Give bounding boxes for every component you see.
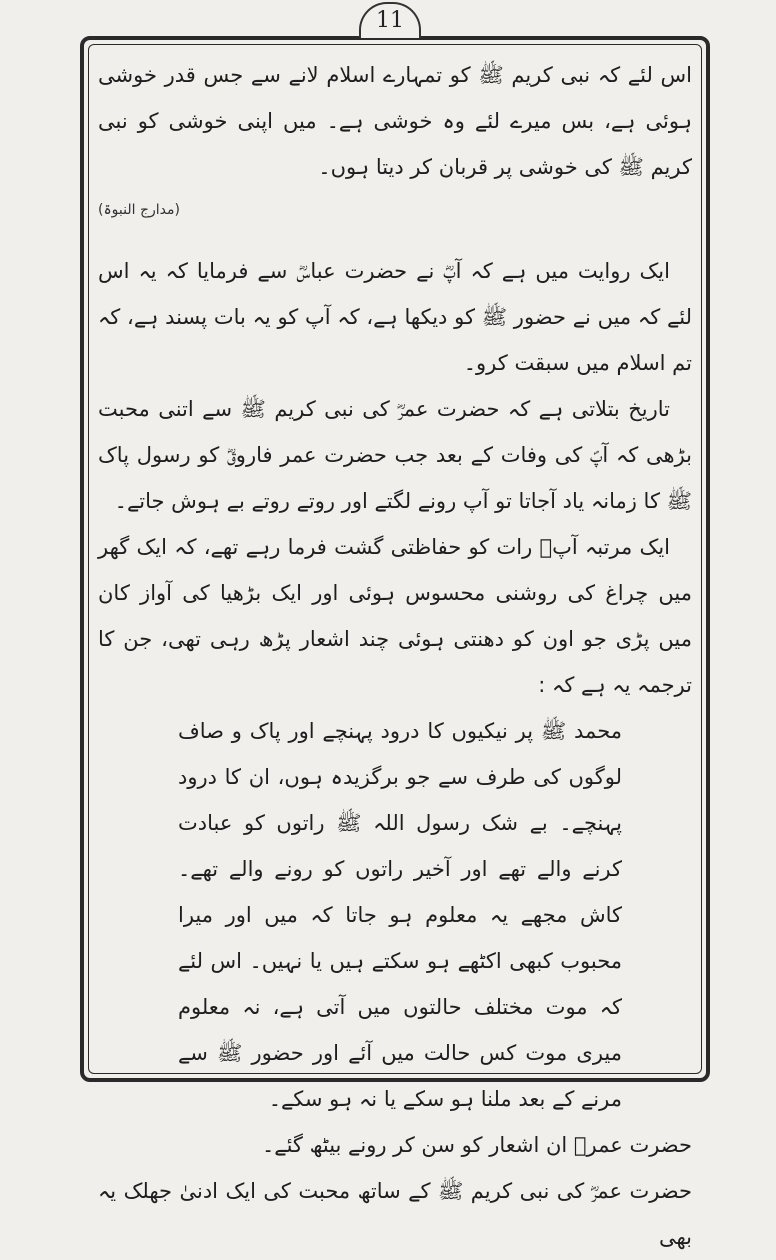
page-number: 11 xyxy=(359,2,421,38)
paragraph-4: ایک مرتبہ آپؓ رات کو حفاظتی گشت فرما رہے تھے، کہ ایک گھر میں چراغ کی روشنی محسوس ہوئی اور ایک بڑھیا کی آواز کان میں پڑی جو اون کو دھنتی ہوئی چند اشعار پڑھ رہی تھی، جن کا ترجمہ یہ ہے کہ : xyxy=(98,535,692,697)
paragraph-6: حضرت عمرؓ کی نبی کریم ﷺ کے ساتھ محبت کی ایک ادنیٰ جھلک یہ بھی xyxy=(98,1179,692,1249)
poem-translation: محمد ﷺ پر نیکیوں کا درود پہنچے اور پاک و صاف لوگوں کی طرف سے جو برگزیدہ ہوں، ان کا درود پہنچے۔ بے شک رسول اللہ ﷺ راتوں کو عبادت کرنے والے تھے اور آخیر راتوں کو رونے والے تھے۔ کاش مجھے یہ معلوم ہو جاتا کہ میں اور میرا محبوب کبھی اکٹھے ہو سکتے ہیں یا نہیں۔ اس لئے کہ موت مختلف حالتوں میں آتی ہے، نہ معلوم میری موت کس حالت میں آئے اور حضور ﷺ سے مرنے کے بعد ملنا ہو سکے یا نہ ہو سکے۔ xyxy=(178,719,622,1111)
paragraph-2: ایک روایت میں ہے کہ آپؓ نے حضرت عباسؓ سے فرمایا کہ یہ اس لئے کہ میں نے حضور ﷺ کو دیکھا ہے، کہ آپ کو یہ بات پسند ہے، کہ تم اسلام میں سبقت کرو۔ xyxy=(98,259,692,375)
reference-citation: (مدارج النبوۃ) xyxy=(98,202,180,218)
page-content xyxy=(98,52,692,1260)
paragraph-3: تاریخ بتلاتی ہے کہ حضرت عمرؓ کی نبی کریم ﷺ سے اتنی محبت بڑھی کہ آپؐ کی وفات کے بعد جب حضرت عمر فاروقؓ کو رسول پاک ﷺ کا زمانہ یاد آجاتا تو آپ رونے لگتے اور روتے روتے بے ہوش جاتے۔ xyxy=(98,397,692,513)
paragraph-1: اس لئے کہ نبی کریم ﷺ کو تمہارے اسلام لانے سے جس قدر خوشی ہوئی ہے، بس میرے لئے وہ خوشی ہے۔ میں اپنی خوشی کو نبی کریم ﷺ کی خوشی پر قربان کر دیتا ہوں۔ xyxy=(98,63,692,179)
paragraph-5: حضرت عمرؓ ان اشعار کو سن کر رونے بیٹھ گئے۔ xyxy=(261,1133,692,1157)
